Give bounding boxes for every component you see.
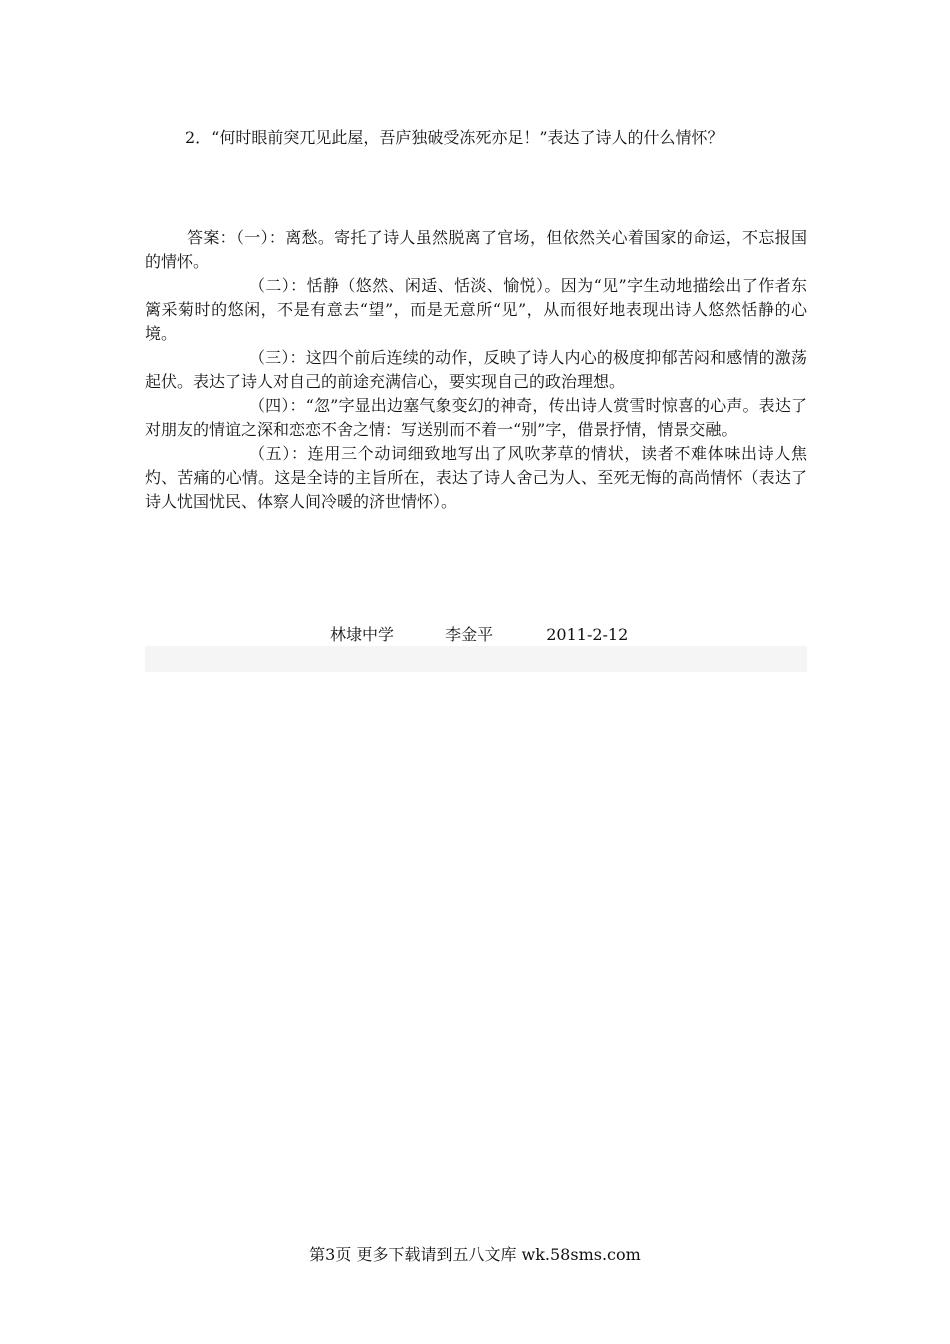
answer-section xyxy=(145,226,807,514)
signature-line xyxy=(330,625,628,645)
answer-item-4: （四）：“忽”字显出边塞气象变幻的神奇，传出诗人赏雪时惊喜的心声。表达了对朋友的情谊之深和恋恋不舍之情：写送别而不着一“别”字，借景抒情，情景交融。 xyxy=(145,396,807,439)
question-2: 2．“何时眼前突兀见此屋，吾庐独破受冻死亦足！”表达了诗人的什么情怀？ xyxy=(185,128,724,147)
answer-item-3: （三）：这四个前后连续的动作，反映了诗人内心的极度抑郁苦闷和感情的激荡起伏。表达了诗人对自己的前途充满信心，要实现自己的政治理想。 xyxy=(145,348,807,391)
signature-date: 2011-2-12 xyxy=(546,625,629,644)
page-footer: 第3页 更多下载请到五八文库 wk.58sms.com xyxy=(309,1245,641,1264)
shaded-divider xyxy=(145,646,807,672)
signature-author: 李金平 xyxy=(445,625,494,644)
signature-school: 林埭中学 xyxy=(330,625,395,644)
answer-item-5: （五）：连用三个动词细致地写出了风吹茅草的情状，读者不难体味出诗人焦灼、苦痛的心情。这是全诗的主旨所在，表达了诗人舍己为人、至死无悔的高尚情怀（表达了诗人忧国忧民、体察人间冷暖的济世情怀）。 xyxy=(145,444,807,511)
answer-item-2: （二）：恬静（悠然、闲适、恬淡、愉悦）。因为“见”字生动地描绘出了作者东篱采菊时的悠闲，不是有意去“望”，而是无意所“见”，从而很好地表现出诗人悠然恬静的心境。 xyxy=(145,276,807,343)
answer-intro: 答案：（一）：离愁。寄托了诗人虽然脱离了官场，但依然关心着国家的命运，不忘报国的情怀。 xyxy=(145,228,807,271)
